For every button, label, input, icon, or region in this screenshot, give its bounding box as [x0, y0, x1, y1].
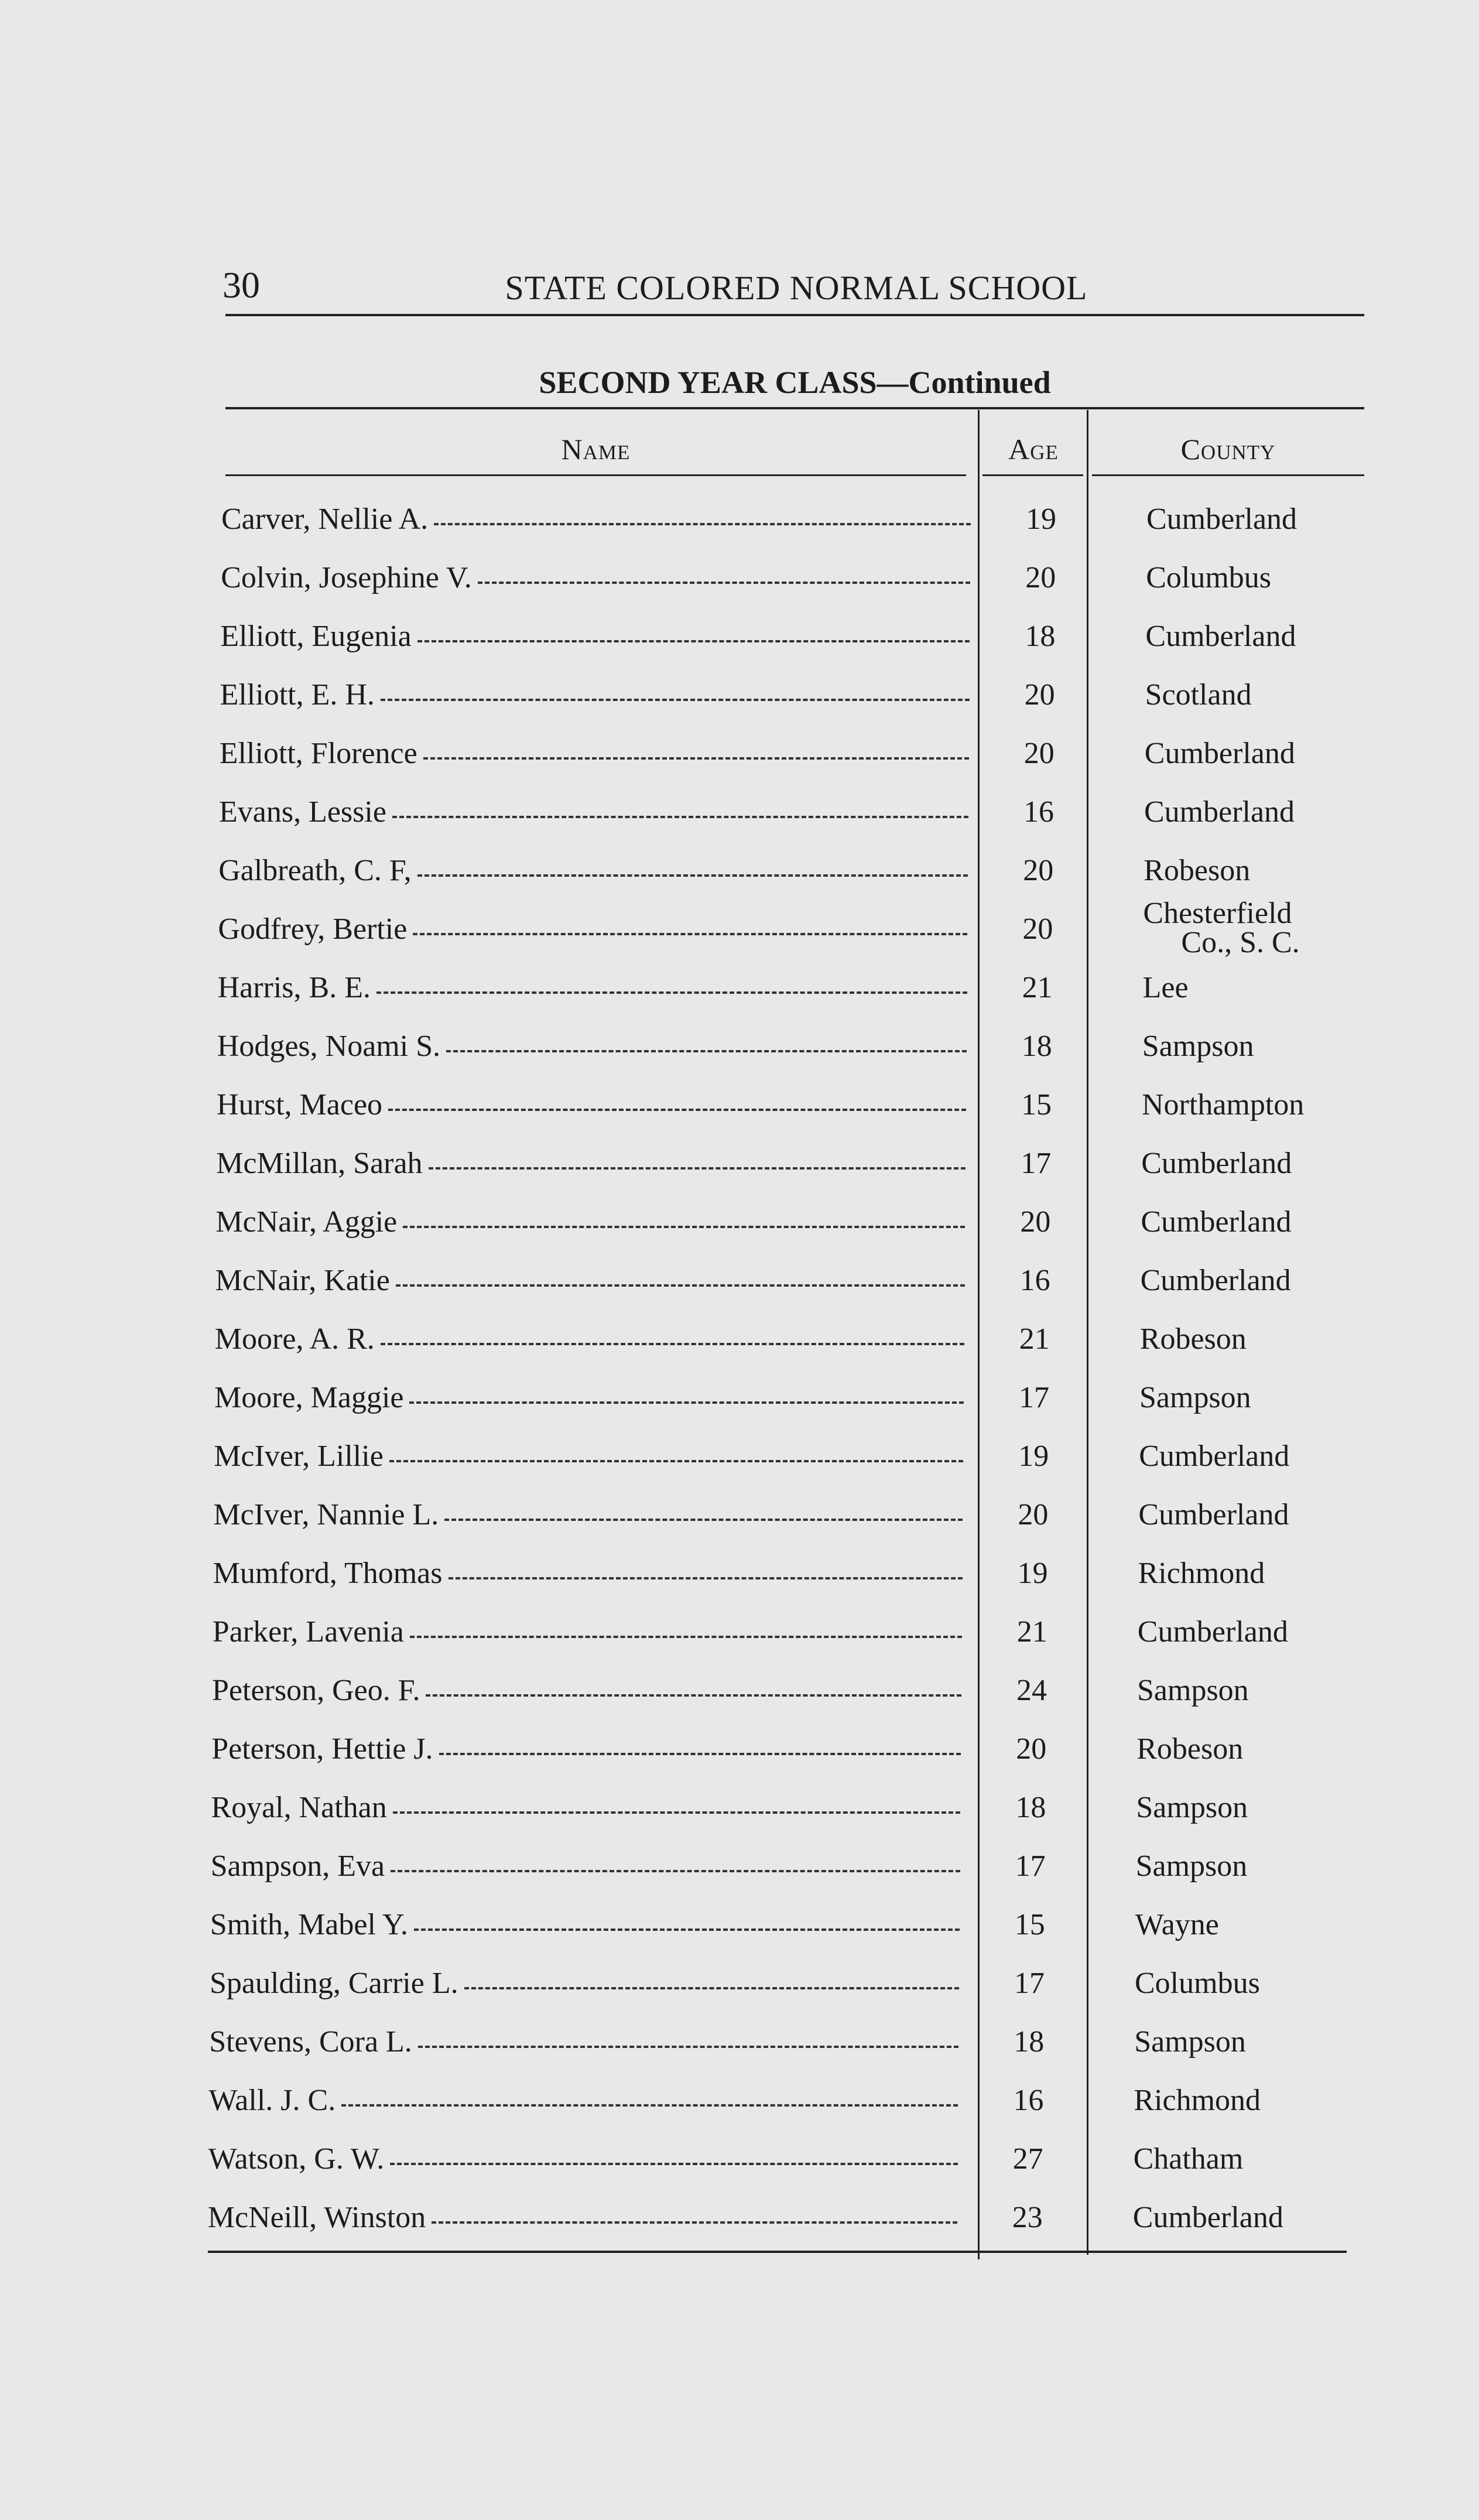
student-name: Carver, Nellie A. [221, 502, 429, 536]
name-cell [214, 1439, 963, 1474]
student-name: Peterson, Hettie J. [211, 1732, 433, 1766]
dot-leader [393, 1811, 961, 1814]
name-cell [208, 2142, 958, 2177]
county-cell: Robeson [1139, 1322, 1247, 1356]
age-cell: 21 [1022, 971, 1053, 1004]
name-cell [221, 502, 971, 537]
age-cell: 19 [1018, 1439, 1049, 1473]
county-cell: Richmond [1134, 2084, 1261, 2117]
age-cell: 24 [1016, 1674, 1047, 1707]
dot-leader [417, 874, 968, 877]
student-name: Elliott, E. H. [220, 678, 375, 712]
name-cell [215, 1205, 965, 1240]
county-cell: Cumberland [1146, 502, 1297, 536]
county-cell: Sampson [1136, 1791, 1248, 1824]
dot-leader [389, 1459, 963, 1462]
title-rule [225, 407, 1364, 409]
student-name: Hurst, Maceo [217, 1088, 383, 1121]
student-name: Parker, Lavenia [212, 1615, 404, 1649]
name-header-underline [225, 474, 966, 476]
age-cell: 20 [1024, 678, 1055, 712]
age-cell: 15 [1021, 1088, 1052, 1121]
dot-leader [429, 1167, 966, 1170]
age-cell: 16 [1023, 795, 1054, 829]
student-name: Sampson, Eva [210, 1849, 385, 1883]
running-head: STATE COLORED NORMAL SCHOOL [505, 269, 1088, 307]
dot-leader [478, 581, 970, 584]
age-cell: 21 [1019, 1322, 1050, 1356]
county-cell: Cumberland [1141, 1205, 1292, 1239]
age-cell: 18 [1021, 1030, 1052, 1063]
name-cell [210, 1966, 959, 2001]
name-cell [209, 2025, 958, 2060]
county-cell: Wayne [1135, 1908, 1219, 1941]
name-cell [213, 1615, 962, 1650]
county-cell: Chatham [1133, 2142, 1244, 2176]
county-cell: Sampson [1135, 1849, 1248, 1883]
student-name: McNair, Katie [215, 1264, 390, 1297]
age-cell: 20 [1018, 1498, 1049, 1531]
county-cell: Columbus [1135, 1967, 1260, 2000]
dot-leader [390, 2162, 957, 2165]
county-cell: Sampson [1137, 1674, 1249, 1707]
age-cell: 20 [1025, 561, 1056, 594]
dot-leader [413, 932, 967, 935]
dot-leader [418, 2045, 958, 2048]
age-cell: 20 [1023, 737, 1055, 770]
dot-leader [439, 1752, 961, 1755]
student-name: Mumford, Thomas [213, 1557, 443, 1590]
age-cell: 19 [1026, 502, 1056, 536]
county-cell: Scotland [1145, 678, 1252, 712]
section-title: SECOND YEAR CLASS—Continued [539, 365, 1051, 400]
name-cell [215, 1263, 965, 1298]
student-name: Elliott, Eugenia [220, 620, 412, 653]
student-name: McNeill, Winston [207, 2201, 426, 2234]
name-cell [213, 1497, 963, 1533]
name-cell [221, 560, 970, 596]
student-name: Harris, B. E. [217, 971, 371, 1004]
county-cell: Cumberland [1137, 1615, 1288, 1649]
age-cell: 16 [1013, 2084, 1044, 2117]
age-cell: 20 [1022, 912, 1053, 946]
name-cell [208, 2083, 958, 2118]
dot-leader [396, 1284, 965, 1287]
column-header-name: Name [561, 433, 631, 466]
age-cell: 17 [1019, 1381, 1049, 1414]
dot-leader [403, 1225, 965, 1228]
age-cell: 23 [1012, 2201, 1043, 2234]
name-cell [208, 2200, 957, 2235]
dot-leader [381, 1342, 964, 1345]
name-cell [219, 795, 968, 830]
age-cell: 18 [1025, 620, 1056, 653]
name-cell [217, 1088, 966, 1123]
county-cell: Lee [1142, 971, 1189, 1004]
header-rule [225, 314, 1364, 316]
name-cell [216, 1146, 966, 1181]
age-cell: 19 [1017, 1557, 1048, 1590]
age-cell: 17 [1021, 1147, 1052, 1180]
county-cell: Sampson [1134, 2025, 1246, 2059]
dot-leader [414, 1928, 960, 1931]
student-name: Peterson, Geo. F. [212, 1674, 420, 1707]
student-name: Elliott, Florence [219, 737, 417, 770]
age-cell: 18 [1015, 1791, 1046, 1824]
dot-leader [417, 640, 970, 642]
dot-leader [381, 698, 970, 701]
county-cell: Columbus [1146, 561, 1272, 594]
student-name: Hodges, Noami S. [217, 1030, 441, 1063]
name-cell [215, 1322, 964, 1357]
age-cell: 18 [1014, 2025, 1045, 2059]
name-cell [218, 970, 967, 1006]
name-cell [220, 678, 970, 713]
dot-leader [444, 1518, 963, 1521]
name-cell [220, 736, 969, 771]
county-cell: Robeson [1136, 1732, 1244, 1766]
dot-leader [388, 1108, 966, 1111]
dot-leader [426, 1694, 961, 1697]
county-cell: Northampton [1142, 1088, 1305, 1121]
age-cell: 27 [1012, 2142, 1043, 2176]
student-name: Colvin, Josephine V. [221, 561, 472, 594]
dot-leader [409, 1401, 964, 1404]
name-cell [217, 1029, 967, 1064]
age-cell: 17 [1015, 1849, 1046, 1883]
dot-leader [446, 1049, 967, 1052]
student-name: Smith, Mabel Y. [210, 1908, 408, 1941]
student-name: Evans, Lessie [219, 795, 386, 829]
county-cell: Cumberland [1145, 620, 1296, 653]
column-header-county: County [1180, 433, 1276, 466]
age-cell: 17 [1014, 1967, 1045, 2000]
dot-leader [423, 757, 969, 760]
student-name: McIver, Nannie L. [213, 1498, 439, 1531]
age-cell: 15 [1014, 1908, 1045, 1941]
county-cell: Sampson [1142, 1030, 1254, 1063]
column-header-age: Age [1008, 433, 1059, 466]
dot-leader [432, 2221, 957, 2224]
county-header-underline [1092, 474, 1364, 476]
name-cell [218, 853, 968, 888]
name-cell [218, 912, 967, 947]
dot-leader [464, 1986, 959, 1989]
student-name: Spaulding, Carrie L. [210, 1967, 458, 2000]
county-cell: Cumberland [1132, 2201, 1283, 2234]
county-cell: Robeson [1144, 854, 1251, 887]
county-cell: Cumberland [1141, 1147, 1292, 1180]
dot-leader [376, 991, 967, 994]
age-cell: 20 [1016, 1732, 1047, 1766]
county-cell: Cumberland [1144, 737, 1295, 770]
name-cell [211, 1790, 960, 1825]
age-cell: 16 [1019, 1264, 1050, 1297]
age-cell: 20 [1023, 854, 1054, 887]
name-cell [210, 1907, 960, 1943]
student-name: Galbreath, C. F, [218, 854, 412, 887]
dot-leader [410, 1635, 962, 1638]
student-name: McMillan, Sarah [216, 1147, 423, 1180]
dot-leader [391, 1869, 960, 1872]
page-number: 30 [222, 264, 260, 306]
name-cell [214, 1380, 964, 1415]
county-cell: Richmond [1138, 1557, 1265, 1590]
student-name: Wall. J. C. [208, 2084, 336, 2117]
county-cell: Cumberland [1140, 1264, 1291, 1297]
name-cell [212, 1673, 961, 1708]
student-name: Moore, Maggie [214, 1381, 404, 1414]
name-cell [213, 1556, 963, 1591]
student-name: McNair, Aggie [215, 1205, 398, 1239]
student-name: Moore, A. R. [214, 1322, 375, 1356]
county-cell: Cumberland [1139, 1439, 1290, 1473]
student-name: Godfrey, Bertie [218, 912, 408, 946]
age-cell: 21 [1016, 1615, 1047, 1649]
dot-leader [434, 522, 971, 525]
name-cell [211, 1849, 960, 1884]
county-cell: Sampson [1139, 1381, 1251, 1414]
dot-leader [449, 1577, 963, 1579]
age-header-underline [982, 474, 1083, 476]
age-cell: 20 [1020, 1205, 1051, 1239]
student-name: Royal, Nathan [211, 1791, 387, 1824]
name-cell [211, 1732, 961, 1767]
county-cell: Cumberland [1138, 1498, 1289, 1531]
student-name: McIver, Lillie [214, 1439, 384, 1473]
dot-leader [392, 815, 968, 818]
student-name: Stevens, Cora L. [209, 2025, 412, 2059]
county-cell: Cumberland [1144, 795, 1295, 829]
student-name: Watson, G. W. [208, 2142, 385, 2176]
name-cell [220, 619, 970, 654]
county-cell: Chesterfield Co., S. C. [1143, 897, 1300, 959]
table-bottom-rule [208, 2251, 1347, 2253]
dot-leader [341, 2104, 958, 2107]
